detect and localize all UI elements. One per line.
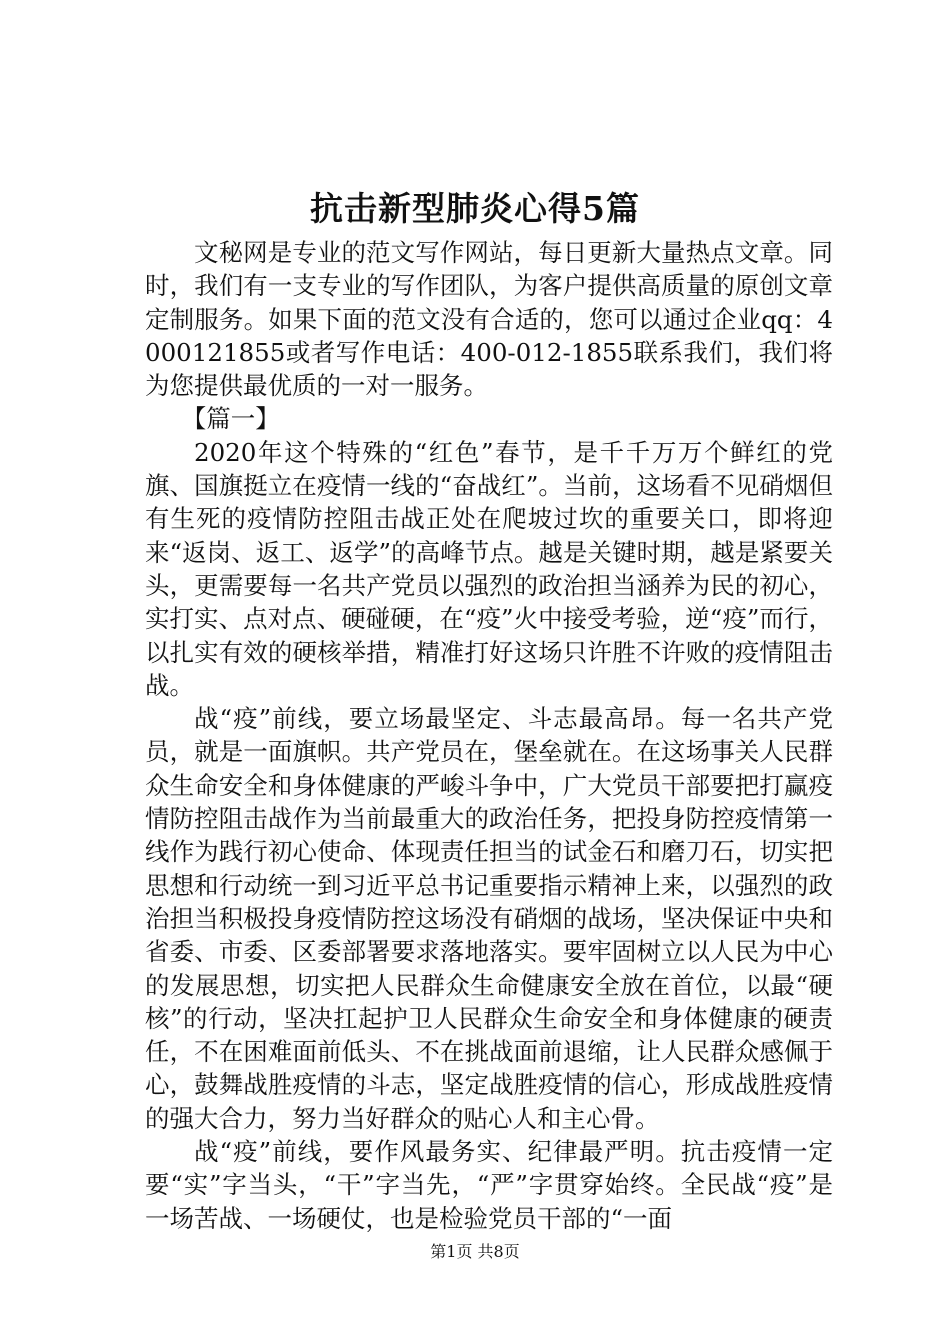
body-paragraph: 2020年这个特殊的“红色”春节，是千千万万个鲜红的党旗、国旗挺立在疫情一线的“奋战红”。当前，这场看不见硝烟但有生死的疫情防控阻击战正处在爬坡过坎的重要关口，即将迎来“返岗、返工、返学”的高峰节点。越是关键时期，越是紧要关头，更需要每一名共产党员以强烈的政治担当涵养为民的初心，实打实、点对点、硬碰硬，在“疫”火中接受考验，逆“疫”而行，以扎实有效的硬核举措，精准打好这场只许胜不许败的疫情阻击战。 <box>145 437 833 700</box>
page-footer: 第1页 共8页 <box>430 1242 520 1261</box>
body-paragraph: 战“疫”前线，要立场最坚定、斗志最高昂。每一名共产党员，就是一面旗帜。共产党员在，堡垒就在。在这场事关人民群众生命安全和身体健康的严峻斗争中，广大党员干部要把打赢疫情防控阻击战作为当前最重大的政治任务，把投身防控疫情第一线作为践行初心使命、体现责任担当的试金石和磨刀石，切实把思想和行动统一到习近平总书记重要指示精神上来，以强烈的政治担当积极投身疫情防控这场没有硝烟的战场，坚决保证中央和省委、市委、区委部署要求落地落实。要牢固树立以人民为中心的发展思想，切实把人民群众生命健康安全放在首位，以最“硬核”的行动，坚决扛起护卫人民群众生命安全和身体健康的硬责任，不在困难面前低头、不在挑战面前退缩，让人民群众感佩于心，鼓舞战胜疫情的斗志，坚定战胜疫情的信心，形成战胜疫情的强大合力，努力当好群众的贴心人和主心骨。 <box>145 704 833 1133</box>
intro-paragraph: 文秘网是专业的范文写作网站，每日更新大量热点文章。同时，我们有一支专业的写作团队，为客户提供高质量的原创文章定制服务。如果下面的范文没有合适的，您可以通过企业qq：4000121855或者写作电话：400-012-1855联系我们，我们将为您提供最优质的一对一服务。 <box>145 238 833 401</box>
document-title: 抗击新型肺炎心得5篇 <box>310 189 640 228</box>
section-heading: 【篇一】 <box>181 404 280 434</box>
document-body <box>145 236 833 1235</box>
body-paragraph: 战“疫”前线，要作风最务实、纪律最严明。抗击疫情一定要“实”字当头，“干”字当先，“严”字贯穿始终。全民战“疫”是一场苦战、一场硬仗，也是检验党员干部的“一面 <box>145 1137 833 1233</box>
